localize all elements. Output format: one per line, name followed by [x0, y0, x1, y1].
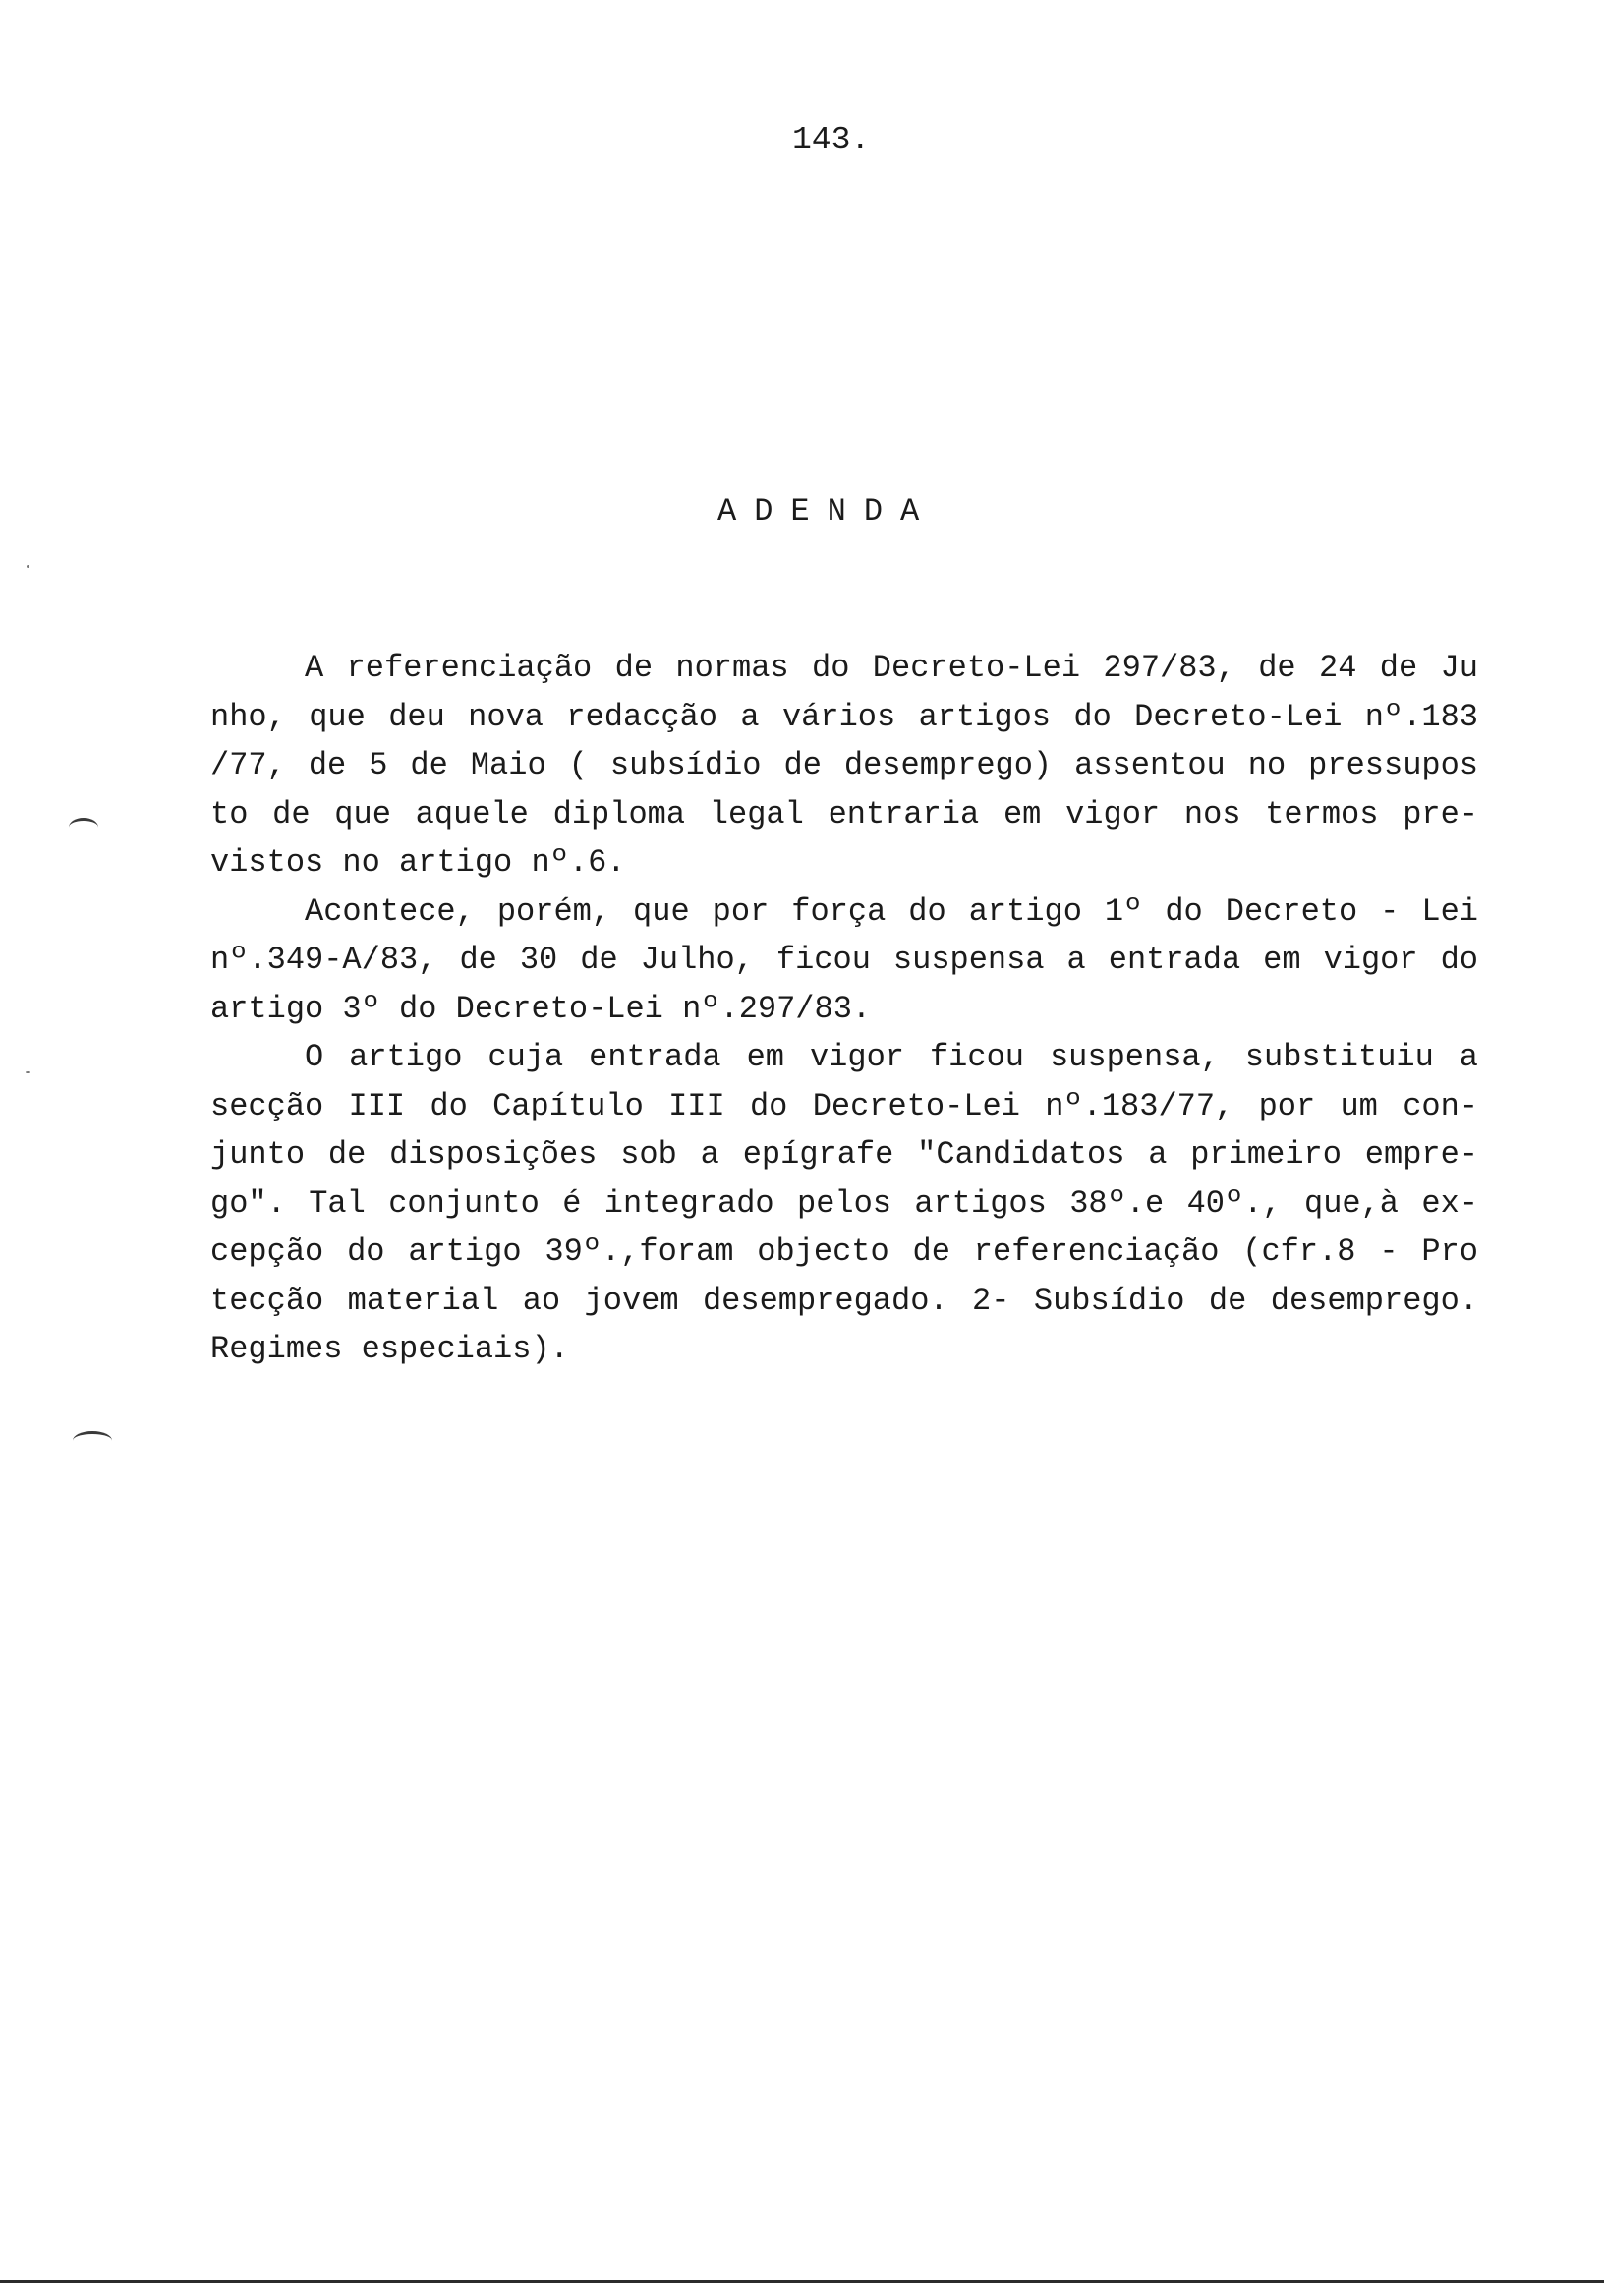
margin-dash [26, 1071, 30, 1073]
margin-annotation-mark [69, 818, 98, 836]
page-number: 143. [792, 122, 871, 158]
margin-dot [27, 565, 29, 568]
text-line: artigo 3º do Decreto-Lei nº.297/83. [210, 990, 872, 1027]
text-line: A referenciação de normas do Decreto-Lei 297/83, de 24 de Ju [305, 650, 1478, 686]
page-title: ADENDA [717, 493, 938, 530]
text-line: go". Tal conjunto é integrado pelos artigos 38º.e 40º., que,à ex- [210, 1184, 1478, 1222]
text-line: Regimes especiais). [210, 1331, 569, 1367]
bottom-border-line [0, 2280, 1604, 2283]
text-line: /77, de 5 de Maio ( subsídio de desemprego) assentou no pressupos [210, 747, 1478, 783]
text-line: nho, que deu nova redacção a vários artigos do Decreto-Lei nº.183 [210, 698, 1478, 735]
text-line: cepção do artigo 39º.,foram objecto de referenciação (cfr.8 - Pro [210, 1234, 1478, 1270]
margin-annotation-mark [73, 1431, 112, 1450]
text-line: Acontece, porém, que por força do artigo 1º do Decreto - Lei [305, 892, 1478, 930]
text-line: O artigo cuja entrada em vigor ficou suspensa, substituiu a [305, 1039, 1478, 1075]
text-line: to de que aquele diploma legal entraria em vigor nos termos pre- [210, 795, 1478, 832]
text-line: junto de disposições sob a epígrafe "Candidatos a primeiro empre- [210, 1136, 1478, 1173]
text-line: vistos no artigo nº.6. [210, 844, 626, 881]
body-text [210, 644, 1478, 1374]
text-line: tecção material ao jovem desempregado. 2- Subsídio de desemprego. [210, 1282, 1478, 1319]
text-line: secção III do Capítulo III do Decreto-Lei nº.183/77, por um con- [210, 1087, 1478, 1124]
text-line: nº.349-A/83, de 30 de Julho, ficou suspensa a entrada em vigor do [210, 942, 1478, 978]
